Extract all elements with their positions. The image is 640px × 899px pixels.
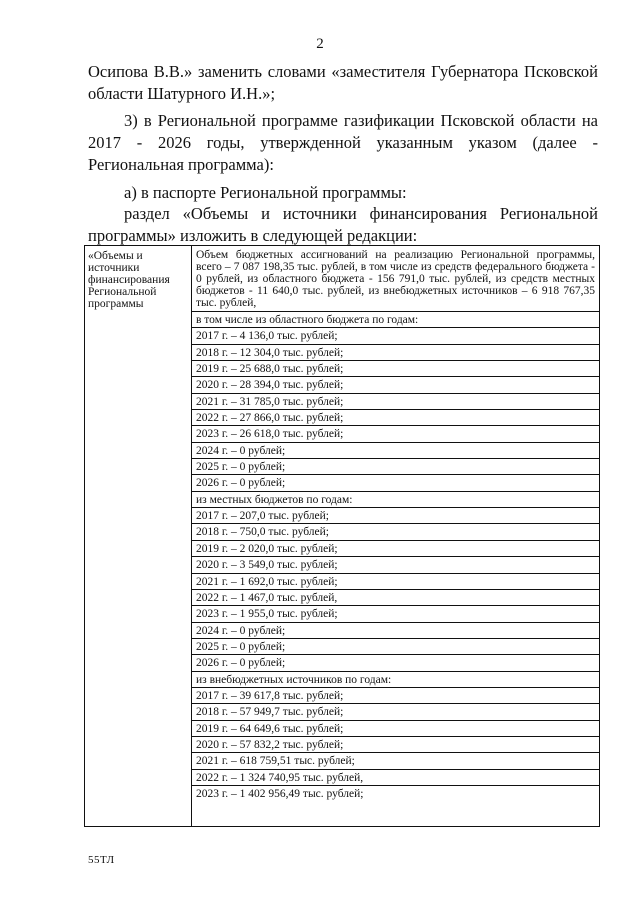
table-rows (192, 312, 599, 802)
page-number: 2 (316, 36, 324, 52)
table-row: 2022 г. – 1 324 740,95 тыс. рублей, (192, 770, 599, 786)
table-row: 2017 г. – 39 617,8 тыс. рублей; (192, 688, 599, 704)
table-row: 2022 г. – 1 467,0 тыс. рублей, (192, 590, 599, 606)
table-row: 2023 г. – 1 955,0 тыс. рублей; (192, 606, 599, 622)
table-row: 2019 г. – 64 649,6 тыс. рублей; (192, 721, 599, 737)
table-intro-text: Объем бюджетных ассигнований на реализацию Региональной программы, всего – 7 087 198,35 тыс. рублей, в том числе из средств федерального бюджета - 0 рублей, из областного бюджета - 156 791,0 тыс. рублей, из средств местных бюджетов - 11 640,0 тыс. рублей, из внебюджетных источников – 6 918 767,35 тыс. рублей, (192, 246, 599, 312)
paragraph-regional-program: 3) в Региональной программе газификации Псковской области на 2017 - 2026 годы, утвержденной указанным указом (далее - Региональная программа): (88, 111, 598, 174)
table-row: 2019 г. – 25 688,0 тыс. рублей; (192, 361, 599, 377)
table-row: 2021 г. – 1 692,0 тыс. рублей; (192, 574, 599, 590)
table-funding-details (192, 246, 599, 826)
table-row: 2017 г. – 207,0 тыс. рублей; (192, 508, 599, 524)
paragraph-section-edit: раздел «Объемы и источники финансирования Региональной программы» изложить в следующей редакции: (88, 204, 598, 245)
table-section-label: «Объемы и источники финансирования Региональной программы (85, 246, 192, 826)
funding-table (84, 245, 600, 827)
table-row: 2024 г. – 0 рублей; (192, 623, 599, 639)
table-row: 2024 г. – 0 рублей; (192, 443, 599, 459)
table-row: 2026 г. – 0 рублей; (192, 475, 599, 491)
paragraph-passport: а) в паспорте Региональной программы: (124, 183, 407, 202)
table-row: из внебюджетных источников по годам: (192, 672, 599, 688)
paragraph-replacement-text: Осипова В.В.» заменить словами «заместителя Губернатора Псковской области Шатурного И.Н.»; (88, 62, 598, 103)
table-row: из местных бюджетов по годам: (192, 492, 599, 508)
table-row: 2021 г. – 31 785,0 тыс. рублей; (192, 394, 599, 410)
table-row: 2020 г. – 28 394,0 тыс. рублей; (192, 377, 599, 393)
table-row: 2023 г. – 1 402 956,49 тыс. рублей; (196, 787, 364, 800)
table-row: 2026 г. – 0 рублей; (192, 655, 599, 671)
table-row: 2018 г. – 750,0 тыс. рублей; (192, 524, 599, 540)
table-row: 2025 г. – 0 рублей; (192, 459, 599, 475)
table-row: 2020 г. – 57 832,2 тыс. рублей; (192, 737, 599, 753)
table-row: 2025 г. – 0 рублей; (192, 639, 599, 655)
table-row: 2018 г. – 12 304,0 тыс. рублей; (192, 345, 599, 361)
table-row: 2021 г. – 618 759,51 тыс. рублей; (192, 753, 599, 769)
table-row: 2018 г. – 57 949,7 тыс. рублей; (192, 704, 599, 720)
table-row: 2023 г. – 26 618,0 тыс. рублей; (192, 426, 599, 442)
table-row: 2017 г. – 4 136,0 тыс. рублей; (192, 328, 599, 344)
document-code: 55ТЛ (88, 854, 115, 866)
table-row: в том числе из областного бюджета по годам: (192, 312, 599, 328)
table-row: 2022 г. – 27 866,0 тыс. рублей; (192, 410, 599, 426)
table-row: 2020 г. – 3 549,0 тыс. рублей; (192, 557, 599, 573)
table-row: 2019 г. – 2 020,0 тыс. рублей; (192, 541, 599, 557)
